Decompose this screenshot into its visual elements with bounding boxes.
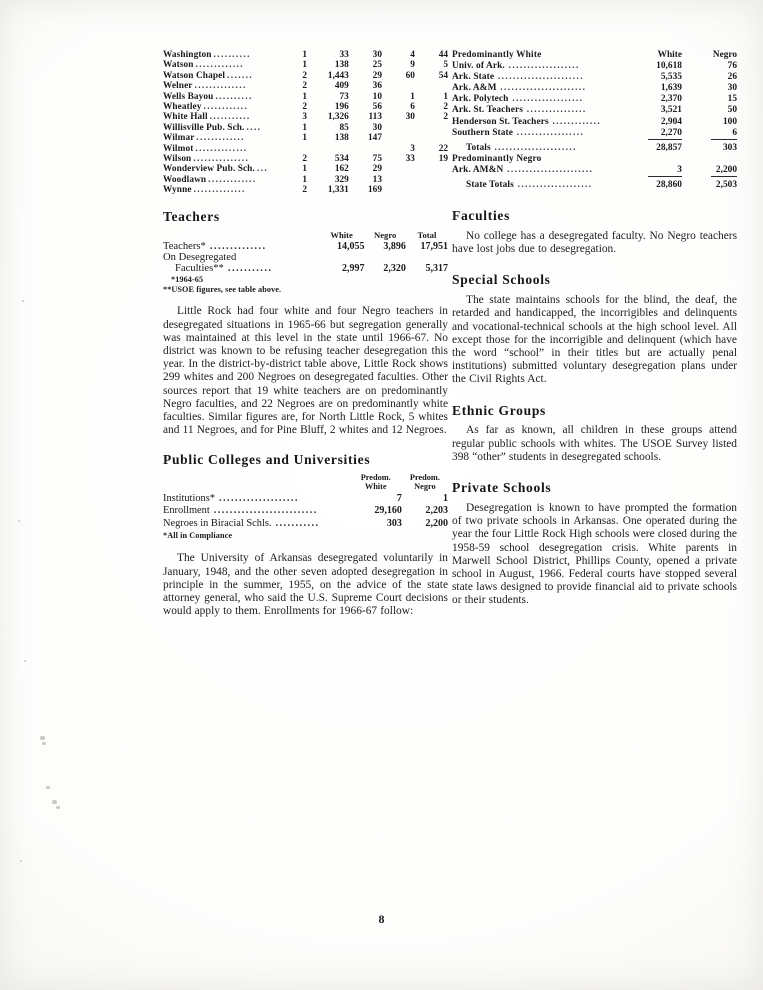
college-white: 2,370 (660, 94, 682, 105)
district-col3: 85 (339, 122, 349, 133)
colleges-negro: 2,200 (425, 517, 448, 529)
district-col3: 162 (334, 164, 349, 175)
district-col5: 9 (410, 60, 415, 71)
page-number: 8 (378, 912, 385, 926)
district-name: White Hall (163, 112, 208, 123)
state-totals-label: State Totals (466, 180, 514, 191)
college-name: Ark. AM&N (452, 164, 504, 175)
college-white: 3 (677, 164, 682, 175)
district-name: Washington (163, 50, 212, 60)
college-name: Ark. A&M (452, 83, 497, 94)
college-negro: 6 (732, 127, 737, 138)
teachers-header-white: White (330, 229, 353, 240)
table-row: White Hall ........... 3 1,326 113 30 2 (163, 112, 448, 123)
table-row: Watson Chapel ....... 2 1,443 29 60 54 (163, 70, 448, 81)
teachers-paragraph: Little Rock had four white and four Negro teachers in desegregated situations in 1965-66 but segregation generally was maintained at this level in the state until 1966-67. No district was known to be refusing teacher desegregation this year. In the district-by-district table above, Little Rock shows 299 whites and 200 Negroes on desegregated faculties. Other sources report that 19 white teachers are on predominantly Negro faculties, and 22 Negroes are on predominantly white faculties. Similar figures are, for North Little Rock, 5 whites and 11 Negroes, and for Pine Bluff, 2 whites and 12 Negroes. (163, 305, 448, 437)
district-col5 (382, 81, 415, 91)
district-col5 (382, 185, 415, 195)
enrollment-header-white: White (657, 50, 682, 60)
district-name: Wells Bayou (163, 91, 214, 102)
district-name: Wilson (163, 154, 192, 165)
college-white: 10,618 (656, 61, 682, 72)
table-row: Welner .............. 2 409 36 (163, 81, 448, 91)
district-col5: 33 (405, 154, 415, 165)
district-col6: 19 (438, 154, 448, 165)
district-col5: 1 (410, 91, 415, 102)
district-col3: 329 (334, 174, 349, 185)
public-colleges-table (163, 474, 448, 530)
table-row: Woodlawn ............. 1 329 13 (163, 175, 448, 185)
district-col6 (415, 81, 448, 91)
table-row: Watson ............. 1 138 25 9 5 (163, 60, 448, 71)
teachers-white: 14,055 (336, 240, 365, 252)
table-row: Ark. A&M ....................... 1,639 30 (452, 83, 737, 94)
district-col5: 3 (410, 143, 415, 154)
college-white: 5,535 (660, 72, 682, 83)
teachers-white: 2,997 (341, 262, 365, 274)
table-row: Wilson ............... 2 534 75 33 19 (163, 154, 448, 165)
district-col3: 33 (339, 50, 349, 60)
private-schools-paragraph: Desegregation is known to have prompted the formation of two private schools in Arkansas. One operated during the year the four Little Rock High schools were closed during the 1958-59 school desegregation crisis. White parents in Marwell School District, Phillips County, opened a private school in August, 1966. Federal courts have stopped several state laws designed to provide financial aid to private schools or their students. (452, 501, 737, 607)
district-col2: 2 (302, 81, 308, 92)
district-name: Welner (163, 81, 193, 92)
table-header-row (452, 50, 737, 61)
district-col2: 2 (302, 70, 308, 81)
district-col2: 1 (302, 164, 308, 175)
district-col6 (415, 185, 448, 195)
district-col6: 2 (443, 102, 448, 113)
district-col2: 2 (302, 154, 308, 165)
district-col2: 2 (302, 185, 308, 196)
district-col6: 1 (443, 91, 448, 102)
college-name: Southern State (452, 127, 514, 138)
teachers-row-label: Faculties** (175, 262, 224, 274)
district-col3: 1,443 (327, 70, 349, 81)
district-col4: 25 (372, 60, 382, 71)
state-totals-rule-white (648, 176, 682, 177)
district-col2 (294, 144, 312, 154)
college-name: Ark. State (452, 72, 495, 83)
table-row: Ark. State ....................... 5,535 26 (452, 72, 737, 83)
table-row: Henderson St. Teachers ............. 2,904 100 (452, 116, 737, 127)
teachers-header-total: Total (417, 229, 437, 240)
teachers-total: 5,317 (425, 262, 448, 274)
college-negro: 26 (727, 72, 737, 83)
district-col4: 13 (372, 174, 382, 185)
colleges-white: 7 (396, 492, 402, 504)
colleges-header-negro-line2: Negro (414, 482, 436, 492)
teachers-negro: 2,320 (383, 262, 406, 274)
district-col2: 1 (302, 60, 308, 71)
district-col4: 10 (372, 91, 382, 102)
table-row: Negroes in Biracial Schls. ........... 303 2,200 (163, 517, 448, 529)
college-white: 3,521 (660, 105, 682, 116)
colleges-header-white-line1: Predom. (360, 473, 391, 483)
district-col4: 169 (368, 185, 382, 196)
district-col4: 30 (372, 122, 382, 133)
district-name: Woodlawn (163, 174, 207, 185)
district-table-body (163, 50, 448, 196)
district-name: Wilmar (163, 133, 195, 144)
district-name: Wilmot (163, 143, 194, 154)
table-row: Washington .......... 1 33 30 4 44 (163, 50, 448, 60)
faculties-heading: Faculties (452, 208, 511, 224)
college-negro: 30 (727, 83, 737, 94)
teachers-row-label: On Desegregated (163, 251, 237, 263)
college-white: 1,639 (660, 83, 682, 94)
table-row (452, 154, 737, 165)
district-col5: 6 (410, 102, 415, 113)
district-col4: 30 (372, 50, 382, 60)
college-name: Ark. Polytech (452, 94, 509, 105)
table-row: Enrollment .......................... 29,160 2,203 (163, 505, 448, 517)
district-name: Watson (163, 60, 194, 71)
college-enrollment-table (452, 50, 737, 191)
college-name: Ark. St. Teachers (452, 105, 523, 116)
colleges-row-label: Negroes in Biracial Schls. (163, 517, 272, 529)
table-row: Totals ...................... 28,857 303 (466, 142, 737, 153)
table-row: Southern State .................. 2,270 6 (452, 127, 737, 138)
table-row: Univ. of Ark. ................... 10,618 76 (452, 61, 737, 72)
district-col4: 113 (368, 112, 382, 123)
table-row: Wells Bayou .......... 1 73 10 1 1 (163, 91, 448, 102)
teachers-table (163, 231, 448, 274)
table-row: Wilmot .............. 3 22 (163, 143, 448, 154)
college-white: 2,904 (660, 116, 682, 127)
colleges-white: 303 (386, 517, 402, 529)
district-col2: 1 (302, 174, 308, 185)
private-schools-heading: Private Schools (452, 480, 552, 496)
district-col2: 3 (302, 112, 308, 123)
table-row: Ark. Polytech ................... 2,370 15 (452, 94, 737, 105)
district-col6: 5 (443, 60, 448, 71)
table-row: Wynne .............. 2 1,331 169 (163, 185, 448, 195)
table-row: Wilmar ............. 1 138 147 (163, 133, 448, 143)
teachers-footnote-1: *1964-65 (171, 274, 204, 284)
ethnic-groups-paragraph: As far as known, all children in these groups attend regular public schools with whites. The USOE Survey listed 398 “other” students in desegregated schools. (452, 424, 737, 463)
teachers-negro: 3,896 (383, 240, 406, 252)
college-white: 2,270 (660, 127, 682, 138)
district-col3: 196 (334, 102, 349, 113)
colleges-row-label: Institutions* (163, 492, 215, 504)
enrollment-group2-label: Predominantly Negro (452, 153, 542, 164)
district-col5 (382, 133, 415, 143)
colleges-footnote: *All in Compliance (163, 531, 233, 541)
district-col2: 1 (302, 133, 308, 144)
college-negro: 76 (727, 61, 737, 72)
district-col3: 138 (334, 60, 349, 71)
district-col6 (415, 123, 448, 133)
table-row: Ark. AM&N ....................... 3 2,200 (452, 164, 737, 175)
teachers-total: 17,951 (420, 240, 448, 252)
table-row (163, 252, 448, 263)
district-col3: 73 (339, 91, 349, 102)
left-column (163, 50, 448, 626)
colleges-paragraph: The University of Arkansas desegregated voluntarily in January, 1948, and the other seven adopted desegregation in principle in the summer, 1955, on the advice of the state attorney general, who said the U.S. Supreme Court decisions would apply to them. Enrollments for 1966-67 follow: (163, 552, 448, 618)
district-col2: 1 (302, 122, 308, 133)
right-column (452, 50, 737, 616)
district-col5: 4 (410, 50, 415, 60)
table-header-row (163, 231, 448, 241)
district-enrollment-table (163, 50, 448, 196)
district-col5 (382, 175, 415, 185)
district-col4: 29 (372, 70, 382, 81)
table-row: State Totals .................... 28,860 2,503 (466, 180, 737, 191)
district-col3: 534 (334, 154, 349, 165)
public-colleges-heading: Public Colleges and Universities (163, 452, 371, 468)
district-col4: 75 (372, 154, 382, 165)
teachers-row-label: Teachers* (163, 240, 206, 252)
special-schools-paragraph: The state maintains schools for the blind, the deaf, the retarded and handicapped, the incorrigibles and delinquents and vocational-technical schools at the high school level. All except those for the incorrigible and delinquent (which have the word “school” in their titles but are actually penal institutions) submitted voluntary desegregation plans under the Civil Rights Act. (452, 294, 737, 386)
table-row: Wonderview Pub. Sch. ... 1 162 29 (163, 164, 448, 174)
district-col2: 1 (302, 50, 308, 60)
table-row: Willisville Pub. Sch. .... 1 85 30 (163, 123, 448, 133)
district-col3: 138 (334, 133, 349, 144)
district-col4: 29 (372, 164, 382, 175)
college-name: Univ. of Ark. (452, 61, 505, 72)
college-negro: 100 (722, 116, 737, 127)
district-col6: 2 (443, 112, 448, 123)
district-col6 (415, 175, 448, 185)
district-col4: 36 (372, 81, 382, 92)
district-col5 (382, 164, 415, 174)
colleges-negro: 1 (443, 492, 448, 504)
district-col6 (415, 133, 448, 143)
college-negro: 15 (727, 94, 737, 105)
district-col3 (312, 144, 349, 154)
state-totals-rule-negro (711, 176, 737, 177)
teachers-header-negro: Negro (374, 229, 397, 240)
colleges-header-negro-line1: Predom. (409, 473, 440, 483)
faculties-paragraph: No college has a desegregated faculty. No Negro teachers have lost jobs due to desegregation. (452, 229, 737, 256)
enrollment-header-negro: Negro (712, 50, 737, 60)
district-col3: 1,331 (327, 185, 349, 196)
district-col4: 147 (368, 133, 382, 144)
district-name: Wonderview Pub. Sch. (163, 164, 255, 175)
colleges-negro: 2,203 (425, 505, 448, 517)
special-schools-heading: Special Schools (452, 272, 551, 288)
district-name: Wheatley (163, 102, 202, 113)
district-col6: 22 (438, 143, 448, 154)
district-col6 (415, 164, 448, 174)
enrollment-totals-negro: 303 (722, 142, 737, 153)
enrollment-group1-label: Predominantly White (452, 50, 542, 60)
table-row: Teachers* .............. 14,055 3,896 17,951 (163, 240, 448, 252)
state-totals-negro: 2,503 (715, 180, 737, 191)
enrollment-totals-white: 28,857 (656, 142, 682, 153)
district-name: Watson Chapel (163, 70, 226, 81)
district-col2: 1 (302, 91, 308, 102)
ethnic-groups-heading: Ethnic Groups (452, 402, 547, 418)
table-row: Institutions* .................... 7 1 (163, 492, 448, 504)
district-col2: 2 (302, 102, 308, 113)
district-col4: 56 (372, 102, 382, 113)
district-name: Wynne (163, 185, 192, 196)
college-negro: 2,200 (715, 164, 737, 175)
teachers-heading: Teachers (163, 208, 220, 224)
district-col3: 409 (334, 81, 349, 92)
table-row: Ark. St. Teachers ................ 3,521 50 (452, 105, 737, 116)
colleges-header-white-line2: White (364, 482, 387, 492)
district-col5: 30 (405, 112, 415, 123)
college-name: Henderson St. Teachers (452, 116, 549, 127)
totals-rule-negro (711, 139, 737, 140)
district-col3: 1,326 (327, 112, 349, 123)
district-col6: 44 (438, 50, 448, 60)
table-row: Faculties** ........... 2,997 2,320 5,317 (175, 262, 448, 274)
table-row: Wheatley ............ 2 196 56 6 2 (163, 102, 448, 113)
colleges-row-label: Enrollment (163, 505, 210, 517)
enrollment-totals-label: Totals (466, 142, 491, 153)
district-col4 (349, 144, 382, 154)
district-name: Willisville Pub. Sch. (163, 122, 245, 133)
teachers-footnote-2: **USOE figures, see table above. (163, 284, 282, 294)
college-negro: 50 (727, 105, 737, 116)
table-header-row (163, 474, 448, 493)
district-col5: 60 (405, 70, 415, 81)
district-col5 (382, 123, 415, 133)
colleges-white: 29,160 (374, 505, 402, 517)
totals-rule-white (648, 139, 682, 140)
state-totals-white: 28,860 (656, 180, 682, 191)
district-col6: 54 (438, 70, 448, 81)
